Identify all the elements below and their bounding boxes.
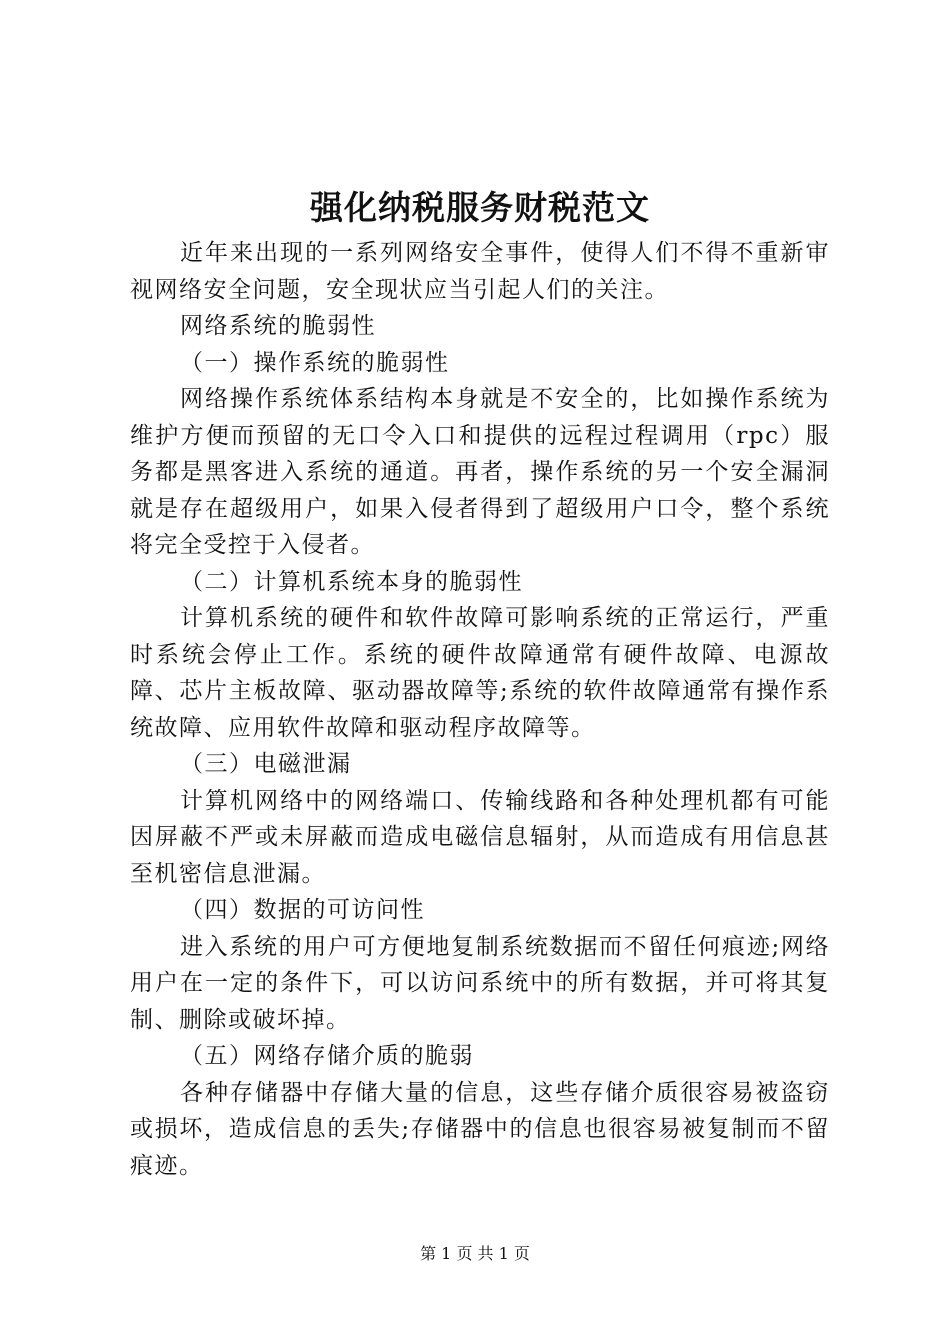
document-title: 强化纳税服务财税范文 xyxy=(310,188,650,227)
document-body xyxy=(130,235,830,1184)
subsection-heading-2: （二）计算机系统本身的脆弱性 xyxy=(180,568,523,595)
section-heading: 网络系统的脆弱性 xyxy=(180,313,376,339)
subsection-heading-3: （三）电磁泄漏 xyxy=(180,751,352,777)
document-page xyxy=(130,0,830,1344)
body-paragraph-1: 网络操作系统体系结构本身就是不安全的，比如操作系统为维护方便而预留的无口令入口和提供的远程过程调用（rpc）服务都是黑客进入系统的通道。再者，操作系统的另一个安全漏洞就是存在超级用户，如果入侵者得到了超级用户口令，整个系统将完全受控于入侵者。 xyxy=(130,386,830,558)
intro-paragraph: 近年来出现的一系列网络安全事件，使得人们不得不重新审视网络安全问题，安全现状应当引起人们的关注。 xyxy=(130,240,830,303)
body-paragraph-2: 计算机系统的硬件和软件故障可影响系统的正常运行，严重时系统会停止工作。系统的硬件故障通常有硬件故障、电源故障、芯片主板故障、驱动器故障等;系统的软件故障通常有操作系统故障、应用软件故障和驱动程序故障等。 xyxy=(130,605,830,741)
subsection-heading-5: （五）网络存储介质的脆弱 xyxy=(180,1043,474,1069)
subsection-heading-4: （四）数据的可访问性 xyxy=(180,897,425,923)
page-footer: 第 1 页 共 1 页 xyxy=(420,1244,530,1263)
subsection-heading-1: （一）操作系统的脆弱性 xyxy=(180,349,450,376)
body-paragraph-5: 各种存储器中存储大量的信息，这些存储介质很容易被盗窃或损坏，造成信息的丢失;存储器中的信息也很容易被复制而不留痕迹。 xyxy=(130,1079,830,1179)
body-paragraph-3: 计算机网络中的网络端口、传输线路和各种处理机都有可能因屏蔽不严或未屏蔽而造成电磁信息辐射，从而造成有用信息甚至机密信息泄漏。 xyxy=(130,787,830,887)
body-paragraph-4: 进入系统的用户可方便地复制系统数据而不留任何痕迹;网络用户在一定的条件下，可以访问系统中的所有数据，并可将其复制、删除或破坏掉。 xyxy=(130,933,830,1033)
